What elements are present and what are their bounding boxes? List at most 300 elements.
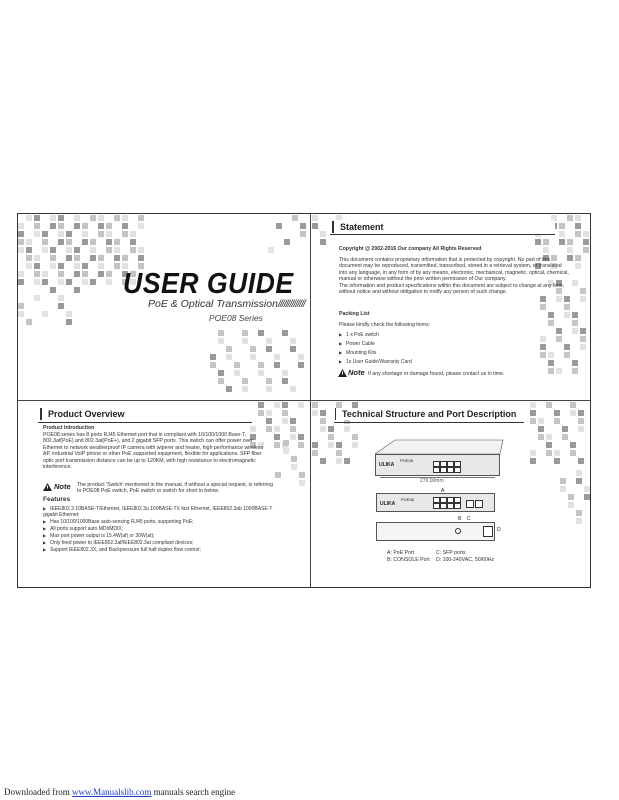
decor-square xyxy=(58,263,64,269)
decor-square xyxy=(42,247,48,253)
decor-square xyxy=(98,215,104,221)
decor-square xyxy=(250,346,256,352)
decor-square xyxy=(276,223,282,229)
decor-square xyxy=(540,344,546,350)
packing-item: ▶ Power Cable xyxy=(339,341,375,347)
decor-square xyxy=(90,247,96,253)
decor-square xyxy=(234,370,240,376)
decor-square xyxy=(242,330,248,336)
decor-square xyxy=(530,458,536,464)
decor-square xyxy=(282,378,288,384)
decor-square xyxy=(538,434,544,440)
decor-square xyxy=(580,344,586,350)
decor-square xyxy=(298,402,304,408)
decor-square xyxy=(548,360,554,366)
decor-square xyxy=(300,231,306,237)
decor-square xyxy=(570,442,576,448)
decor-square xyxy=(564,296,570,302)
decor-square xyxy=(336,442,342,448)
decor-square xyxy=(530,410,536,416)
decor-square xyxy=(58,231,64,237)
decor-square xyxy=(292,215,298,221)
decor-square xyxy=(98,271,104,277)
decor-square xyxy=(328,442,334,448)
decor-square xyxy=(106,239,112,245)
decor-square xyxy=(210,354,216,360)
decor-square xyxy=(218,370,224,376)
decor-square xyxy=(42,239,48,245)
decor-square xyxy=(218,330,224,336)
intro-heading: Product Introduction xyxy=(43,425,95,431)
power-socket xyxy=(483,526,493,537)
decor-square xyxy=(138,223,144,229)
decor-square xyxy=(290,426,296,432)
decor-square xyxy=(540,296,546,302)
decor-square xyxy=(284,239,290,245)
decor-square xyxy=(562,426,568,432)
decor-square xyxy=(575,263,581,269)
decor-square xyxy=(90,255,96,261)
decor-square xyxy=(122,223,128,229)
decor-square xyxy=(42,271,48,277)
decor-square xyxy=(320,239,326,245)
decor-square xyxy=(546,402,552,408)
legend-b: B: CONSOLE Port xyxy=(387,557,430,563)
decor-square xyxy=(26,319,32,325)
decor-square xyxy=(336,450,342,456)
decor-square xyxy=(50,215,56,221)
decor-square xyxy=(66,255,72,261)
decor-square xyxy=(578,458,584,464)
copyright-line: Copyright @ 2002-2016 Our company All Rights Reserved xyxy=(339,246,482,252)
decor-square xyxy=(90,239,96,245)
decor-square xyxy=(218,378,224,384)
decor-square xyxy=(26,255,32,261)
decor-square xyxy=(572,360,578,366)
features-heading: Features xyxy=(43,496,71,503)
decor-square xyxy=(90,215,96,221)
decor-square xyxy=(114,255,120,261)
decor-square xyxy=(26,247,32,253)
decor-square xyxy=(559,231,565,237)
decor-square xyxy=(564,312,570,318)
overview-heading: Product Overview xyxy=(42,408,125,420)
decor-square xyxy=(538,426,544,432)
sfp-port xyxy=(475,500,483,508)
decor-square xyxy=(568,502,574,508)
decor-square xyxy=(312,410,318,416)
decor-square xyxy=(320,410,326,416)
decor-square xyxy=(556,296,562,302)
decor-square xyxy=(98,223,104,229)
decor-square xyxy=(298,362,304,368)
decor-square xyxy=(578,410,584,416)
callout-b: B xyxy=(458,516,462,522)
statement-para-2: The information and product specifications within this document are subject to change at any time, without notice and without obligation to notify any person of such change. xyxy=(339,283,565,296)
decor-square xyxy=(290,346,296,352)
decor-square xyxy=(74,255,80,261)
legend-a: A: PoE Port xyxy=(387,550,415,556)
callout-c: C xyxy=(467,516,471,522)
legend-c: C: SFP ports xyxy=(436,550,466,556)
middle-divider xyxy=(17,400,591,401)
decor-square xyxy=(26,215,32,221)
decor-square xyxy=(540,304,546,310)
decor-square xyxy=(266,410,272,416)
decor-square xyxy=(282,330,288,336)
decor-square xyxy=(575,255,581,261)
decor-square xyxy=(560,478,566,484)
decor-square xyxy=(290,434,296,440)
decor-square xyxy=(26,263,32,269)
decor-square xyxy=(138,247,144,253)
packing-intro: Please kindly check the following items: xyxy=(339,322,431,328)
decor-square xyxy=(312,402,318,408)
decor-square xyxy=(344,458,350,464)
rj45-port xyxy=(433,467,440,473)
decor-square xyxy=(274,426,280,432)
decor-square xyxy=(275,472,281,478)
rj45-port xyxy=(454,467,461,473)
decor-square xyxy=(250,354,256,360)
decor-square xyxy=(283,448,289,454)
decor-square xyxy=(58,295,64,301)
sfp-port xyxy=(466,500,474,508)
decor-square xyxy=(328,426,334,432)
decor-square xyxy=(74,215,80,221)
feature-item: ▶ Only feed power to IEEE802.3af/IEEE802.3at compliant devices; xyxy=(43,540,194,546)
decor-square xyxy=(576,510,582,516)
decor-square xyxy=(570,410,576,416)
decor-square xyxy=(18,239,24,245)
decor-square xyxy=(122,215,128,221)
decor-square xyxy=(74,247,80,253)
decor-square xyxy=(572,368,578,374)
decor-square xyxy=(74,223,80,229)
decor-square xyxy=(320,418,326,424)
footer xyxy=(4,787,235,797)
decor-square xyxy=(274,362,280,368)
decor-square xyxy=(572,328,578,334)
decor-square xyxy=(50,223,56,229)
decor-square xyxy=(34,231,40,237)
decor-square xyxy=(548,312,554,318)
cover-title: USER GUIDE xyxy=(123,268,294,300)
decor-square xyxy=(210,362,216,368)
decor-square xyxy=(584,486,590,492)
decor-square xyxy=(130,247,136,253)
decor-square xyxy=(258,410,264,416)
decor-square xyxy=(106,247,112,253)
decor-square xyxy=(74,263,80,269)
decor-square xyxy=(42,279,48,285)
decor-square xyxy=(18,303,24,309)
decor-square xyxy=(572,312,578,318)
warning-icon xyxy=(338,369,347,377)
decor-square xyxy=(26,239,32,245)
decor-square xyxy=(575,215,581,221)
decor-square xyxy=(530,402,536,408)
decor-square xyxy=(274,354,280,360)
decor-square xyxy=(82,271,88,277)
decor-square xyxy=(546,442,552,448)
packing-item: ▶ 1 x PoE switch xyxy=(339,332,379,338)
decor-square xyxy=(554,410,560,416)
decor-square xyxy=(34,271,40,277)
decor-square xyxy=(114,215,120,221)
decor-square xyxy=(234,362,240,368)
decor-square xyxy=(299,480,305,486)
decor-square xyxy=(575,231,581,237)
decor-square xyxy=(290,338,296,344)
packing-item: ▶ Mounting Kits xyxy=(339,350,376,356)
decor-square xyxy=(266,418,272,424)
feature-item: ▶ IEEE802.3 10BASE-T/Ethernet, IEEE802.3u 100BASE-TX fast Ethernet, IEEE802.3ab 1000BASE-T gigabit Ethernet; xyxy=(43,506,273,518)
decor-square xyxy=(274,442,280,448)
decor-square xyxy=(114,239,120,245)
rj45-port xyxy=(440,503,447,509)
decor-square xyxy=(575,223,581,229)
decor-square xyxy=(266,386,272,392)
decor-square xyxy=(559,239,565,245)
decor-square xyxy=(298,434,304,440)
decor-square xyxy=(242,386,248,392)
decor-square xyxy=(42,231,48,237)
decor-square xyxy=(34,295,40,301)
decor-square xyxy=(266,338,272,344)
decor-square xyxy=(567,239,573,245)
rj45-port xyxy=(433,503,440,509)
decor-square xyxy=(266,346,272,352)
decor-square xyxy=(554,458,560,464)
decor-square xyxy=(74,271,80,277)
decor-square xyxy=(312,223,318,229)
decor-square xyxy=(50,247,56,253)
decor-square xyxy=(34,215,40,221)
decor-square xyxy=(66,247,72,253)
decor-square xyxy=(266,378,272,384)
footer-suffix: manuals search engine xyxy=(151,787,236,797)
packing-heading: Packing List xyxy=(339,311,370,317)
decor-square xyxy=(58,271,64,277)
feature-item: ▶ Has 10/100/1000Base auto-sensing RJ45 ports, supporting PoE; xyxy=(43,519,194,525)
decor-square xyxy=(66,319,72,325)
decor-square xyxy=(580,328,586,334)
decor-square xyxy=(584,494,590,500)
decor-square xyxy=(98,255,104,261)
decor-square xyxy=(82,279,88,285)
decor-square xyxy=(299,472,305,478)
cover-subtitle: PoE & Optical Transmission////////////// xyxy=(148,298,305,310)
decor-square xyxy=(352,442,358,448)
decor-square xyxy=(291,464,297,470)
decor-square xyxy=(98,231,104,237)
decor-square xyxy=(564,344,570,350)
rj45-port xyxy=(454,503,461,509)
rj45-port xyxy=(440,467,447,473)
decor-square xyxy=(572,280,578,286)
decor-square xyxy=(130,239,136,245)
feature-item: ▶ All ports support auto MDI/MDIX; xyxy=(43,526,123,532)
statement-heading: Statement xyxy=(334,221,384,233)
decor-square xyxy=(282,418,288,424)
statement-note-label: Note xyxy=(348,368,365,377)
decor-square xyxy=(226,386,232,392)
decor-square xyxy=(122,255,128,261)
decor-square xyxy=(320,231,326,237)
decor-square xyxy=(546,450,552,456)
overview-note-text: The product 'Switch' mentioned in the manual, if without a special request, is referring to POE08 PoE switch, PoE switch or switch for short in below. xyxy=(77,482,274,495)
decor-square xyxy=(583,239,589,245)
decor-square xyxy=(90,279,96,285)
model-label: POE08 xyxy=(400,458,413,463)
decor-square xyxy=(106,271,112,277)
switch-top-outline xyxy=(375,438,505,456)
decor-square xyxy=(530,418,536,424)
decor-square xyxy=(336,458,342,464)
decor-square xyxy=(82,263,88,269)
decor-square xyxy=(34,255,40,261)
decor-square xyxy=(130,231,136,237)
decor-square xyxy=(66,231,72,237)
decor-square xyxy=(66,279,72,285)
decor-square xyxy=(34,263,40,269)
feature-item: ▶ Support IEEE802.3X, and Backpressure full half duplex flow control; xyxy=(43,547,201,553)
brand-label: ULIKA xyxy=(379,462,395,468)
decor-square xyxy=(570,450,576,456)
decor-square xyxy=(58,239,64,245)
decor-square xyxy=(82,223,88,229)
decor-square xyxy=(42,311,48,317)
decor-square xyxy=(312,442,318,448)
decor-square xyxy=(570,402,576,408)
decor-square xyxy=(567,215,573,221)
decor-square xyxy=(18,271,24,277)
decor-square xyxy=(320,426,326,432)
callout-d: D xyxy=(497,527,501,533)
decor-square xyxy=(106,223,112,229)
decor-square xyxy=(548,352,554,358)
decor-square xyxy=(548,320,554,326)
decor-square xyxy=(138,255,144,261)
decor-square xyxy=(564,304,570,310)
decor-square xyxy=(538,418,544,424)
decor-square xyxy=(298,354,304,360)
decor-square xyxy=(242,338,248,344)
decor-square xyxy=(18,311,24,317)
warning-icon xyxy=(43,483,52,491)
decor-square xyxy=(66,239,72,245)
decor-square xyxy=(34,279,40,285)
decor-square xyxy=(82,231,88,237)
decor-square xyxy=(114,247,120,253)
decor-square xyxy=(18,279,24,285)
decor-square xyxy=(58,279,64,285)
decor-square xyxy=(312,450,318,456)
decor-square xyxy=(554,418,560,424)
decor-square xyxy=(138,215,144,221)
decor-square xyxy=(18,223,24,229)
dimension-label: 270.00mm xyxy=(420,478,444,484)
decor-square xyxy=(82,239,88,245)
decor-square xyxy=(242,378,248,384)
statement-para-1: This document contains proprietary information that is protected by copyright. No part of this document may be reproduced, transmitted, transcribed, stored in a retrieval system, or translated into any language, in any form of by any means, electronic, mechanical, magnetic, optical, chemical, manual or otherwise without the prior written permission of Our company. xyxy=(339,257,569,283)
decor-square xyxy=(290,386,296,392)
cover-series: POE08 Series xyxy=(209,313,263,323)
feature-item: ▶ Max port power output is 15.4W(af) or 30W(at); xyxy=(43,533,155,539)
decor-square xyxy=(18,247,24,253)
decor-square xyxy=(352,434,358,440)
decor-square xyxy=(554,450,560,456)
model-label: POE08 xyxy=(401,497,414,502)
decor-square xyxy=(583,231,589,237)
overview-note-label: Note xyxy=(54,482,71,491)
decor-square xyxy=(290,418,296,424)
decor-square xyxy=(578,426,584,432)
decor-square xyxy=(98,263,104,269)
decor-square xyxy=(226,346,232,352)
decor-square xyxy=(298,442,304,448)
switch-rear xyxy=(376,522,495,541)
brand-label: ULIKA xyxy=(380,501,396,507)
decor-square xyxy=(556,336,562,342)
rj45-port xyxy=(447,467,454,473)
decor-square xyxy=(578,418,584,424)
decor-square xyxy=(540,352,546,358)
decor-square xyxy=(312,215,318,221)
decor-square xyxy=(50,263,56,269)
decor-square xyxy=(580,296,586,302)
decor-square xyxy=(282,402,288,408)
decor-square xyxy=(258,370,264,376)
decor-square xyxy=(258,402,264,408)
decor-square xyxy=(328,434,334,440)
tech-heading: Technical Structure and Port Description xyxy=(336,408,516,420)
decor-square xyxy=(291,456,297,462)
footer-prefix: Downloaded from xyxy=(4,787,72,797)
decor-square xyxy=(559,223,565,229)
decor-square xyxy=(562,434,568,440)
decor-square xyxy=(50,255,56,261)
statement-note-text: If any shortage or damage found, please contact us in time. xyxy=(368,371,505,377)
decor-square xyxy=(282,370,288,376)
decor-square xyxy=(66,311,72,317)
decor-square xyxy=(268,247,274,253)
decor-square xyxy=(576,518,582,524)
decor-square xyxy=(283,440,289,446)
decor-square xyxy=(258,362,264,368)
decor-square xyxy=(58,215,64,221)
decor-square xyxy=(274,434,280,440)
decor-square xyxy=(50,287,56,293)
intro-text: POE08 series has 8 ports RJ45 Ethernet port that is compliant with 10/100/1000 Base-T, 802.3af(PoE) and 802.3at(PoE+), and 2 gigabit SFP ports. This switch can offer power over Ethernet to network weatherproof IP camera with wiperer and heater, high performance wireless AP, industrial VoIP phone or other PoE supported equipment, flexible for applications. SFP fiber optic port transmission distance can be up to 120KM, with high resistance to electromagnetic interference. xyxy=(43,432,264,471)
decor-square xyxy=(546,434,552,440)
decor-square xyxy=(543,239,549,245)
decor-square xyxy=(560,486,566,492)
decor-square xyxy=(58,223,64,229)
decor-square xyxy=(122,231,128,237)
decor-square xyxy=(564,352,570,358)
rj45-port xyxy=(447,503,454,509)
manualslib-link[interactable]: www.Manualslib.com xyxy=(71,787,152,797)
decor-square xyxy=(226,354,232,360)
decor-square xyxy=(576,470,582,476)
decor-square xyxy=(258,330,264,336)
decor-square xyxy=(300,223,306,229)
decor-square xyxy=(556,328,562,334)
decor-square xyxy=(58,303,64,309)
decor-square xyxy=(540,336,546,342)
